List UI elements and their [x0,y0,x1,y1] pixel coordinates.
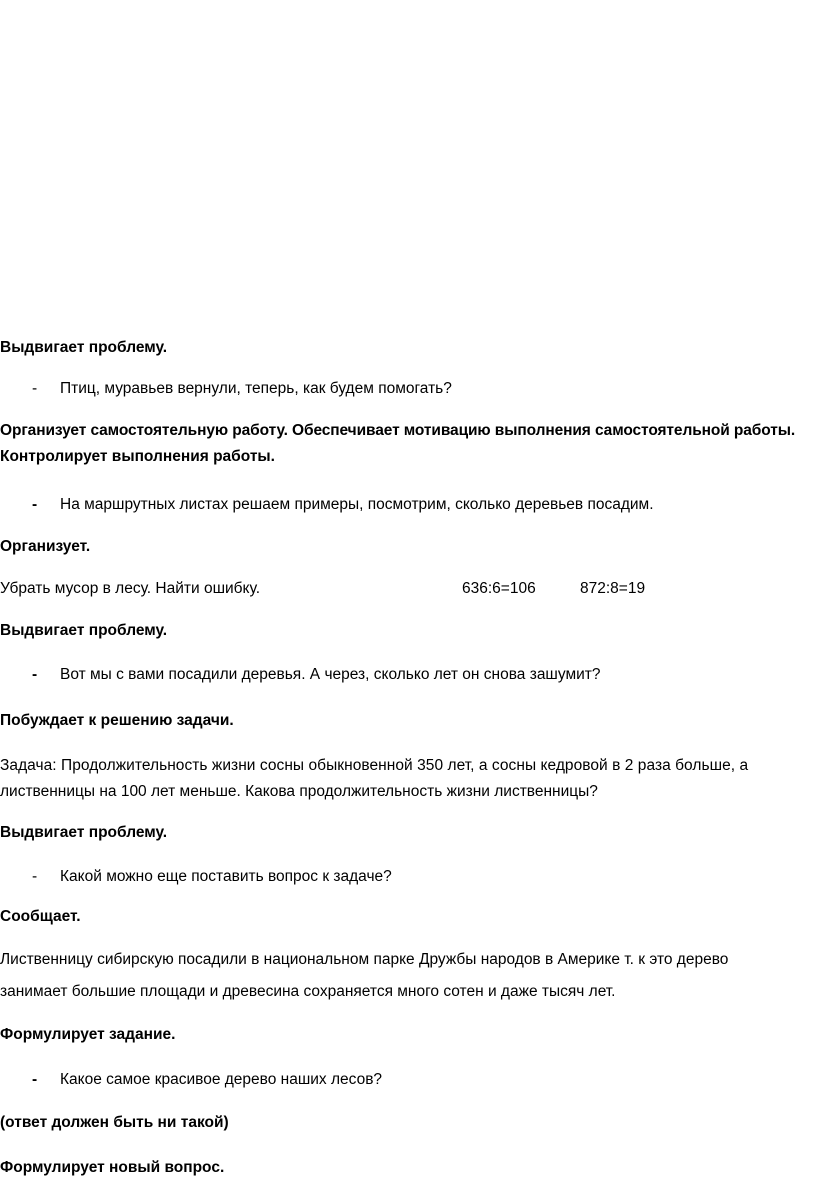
heading-formulates-task: Формулирует задание. [0,1026,176,1043]
heading-raises-problem-1: Выдвигает проблему. [0,339,168,356]
bullet-dash: - [32,496,38,513]
heading-raises-problem-2: Выдвигает проблему. [0,622,168,639]
list-item-birds-ants: Птиц, муравьев вернули, теперь, как будем помогать? [60,380,452,397]
heading-organizes-work-a: Организует самостоятельную работу [0,422,284,439]
bullet-dash: - [32,868,38,885]
heading-organizes-work-b: . Обеспечивает мотивацию выполнения самостоятельной работы. [283,422,796,439]
answer-note: (ответ должен быть ни такой) [0,1114,229,1131]
bullet-dash: - [32,380,38,397]
heading-organizes-work [0,420,795,442]
heading-informs: Сообщает. [0,908,81,925]
list-item-planted-trees: Вот мы с вами посадили деревья. А через, сколько лет он снова зашумит? [60,666,601,683]
heading-controls-work: Контролирует выполнения работы. [0,448,275,465]
task-text-line-2: лиственницы на 100 лет меньше. Какова продолжительность жизни лиственницы? [0,783,598,800]
list-item-beautiful-tree: Какое самое красивое дерево наших лесов? [60,1071,383,1088]
list-item-route-sheets: На маршрутных листах решаем примеры, посмотрим, сколько деревьев посадим. [60,496,654,513]
task-clean-forest: Убрать мусор в лесу. Найти ошибку. [0,580,260,597]
task-text-line-1: Задача: Продолжительность жизни сосны обыкновенной 350 лет, а сосны кедровой в 2 раза больше, а [0,757,749,774]
heading-organizes: Организует. [0,538,91,555]
info-text-line-2: занимает большие площади и древесина сохраняется много сотен и даже тысяч лет. [0,983,616,1000]
heading-encourages-solving: Побуждает к решению задачи. [0,712,234,729]
list-item-another-question: Какой можно еще поставить вопрос к задаче? [60,868,392,885]
heading-raises-problem-3: Выдвигает проблему. [0,824,168,841]
example-1: 636:6=106 [462,580,536,597]
heading-new-question: Формулирует новый вопрос. [0,1159,225,1176]
info-text-line-1: Лиственницу сибирскую посадили в национальном парке Дружбы народов в Америке т. к это дерево [0,951,729,968]
bullet-dash: - [32,1071,38,1088]
bullet-dash: - [32,666,38,683]
example-2: 872:8=19 [580,580,646,597]
